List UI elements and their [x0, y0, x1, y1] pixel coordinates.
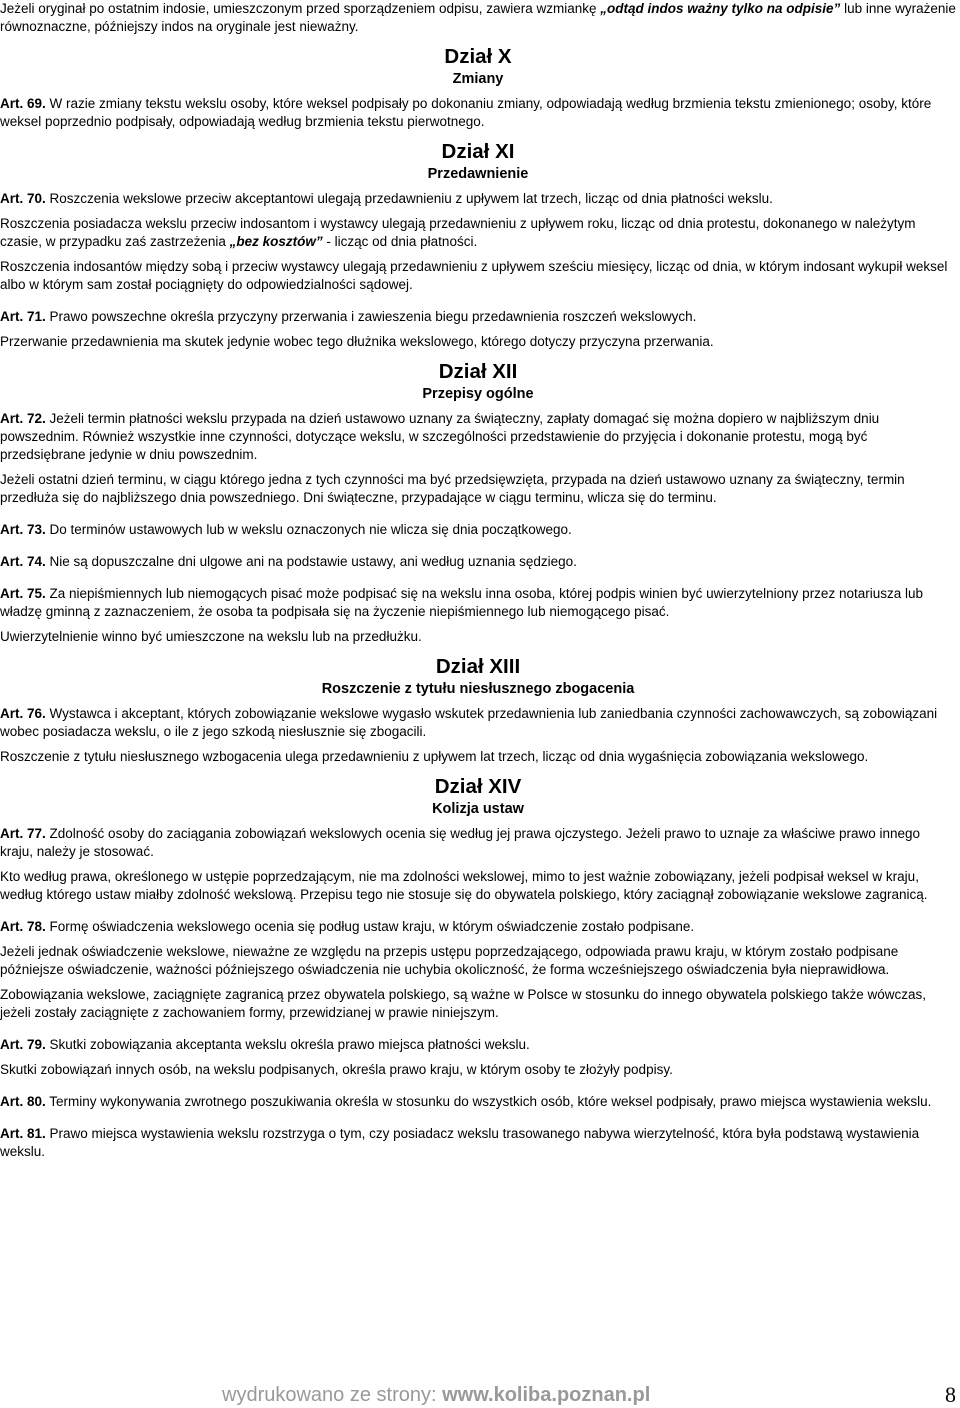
article-77	[0, 825, 956, 861]
section-x-heading	[0, 44, 956, 89]
article-71	[0, 308, 956, 326]
section-xiv-heading	[0, 774, 956, 819]
article-79	[0, 1036, 956, 1054]
intro-text-end: lub inne wyrażenie równoznaczne, późniejszy indos na oryginale jest nieważny.	[0, 1, 956, 34]
intro-quote: „odtąd indos ważny tylko na odpisie”	[600, 1, 841, 16]
article-text: Prawo powszechne określa przyczyny przerwania i zawieszenia biegu przedawnienia roszczeń wekslowych.	[45, 309, 697, 324]
section-subtitle: Zmiany	[452, 71, 504, 87]
article-text: W razie zmiany tekstu wekslu osoby, które weksel podpisały po dokonaniu zmiany, odpowiadają według brzmienia tekstu zmienionego; osoby, które weksel poprzednio podpisały, odpowiadają według brzmienia tekstu pierwotnego.	[0, 96, 932, 129]
article-71-paragraph-2: Przerwanie przedawnienia ma skutek jedynie wobec tego dłużnika wekslowego, którego dotyczy przyczyna przerwania.	[0, 334, 714, 349]
article-number: Art. 76.	[0, 706, 46, 721]
section-subtitle: Przepisy ogólne	[422, 386, 534, 402]
article-70	[0, 190, 956, 208]
article-text: Jeżeli termin płatności wekslu przypada na dzień ustawowo uznany za świąteczny, zapłaty domagać się można dopiero w najbliższym dniu powszednim. Również wszystkie inne czynności, dotyczące wekslu, w szczególności przedstawienie do przyjęcia i dokonanie protestu, mogą być przedsiębrane jedynie w dniu powszednim.	[0, 411, 880, 462]
article-78	[0, 918, 956, 936]
article-70-paragraph-2	[0, 215, 956, 251]
article-number: Art. 70.	[0, 191, 46, 206]
article-number: Art. 69.	[0, 96, 46, 111]
article-text: Zdolność osoby do zaciągania zobowiązań wekslowych ocenia się według jej prawa ojczystego. Jeżeli prawo to uznaje za właściwe prawo innego kraju, należy je stosować.	[0, 826, 921, 859]
article-72	[0, 410, 956, 464]
article-number: Art. 75.	[0, 586, 46, 601]
article-78-paragraph-2: Jeżeli jednak oświadczenie wekslowe, nieważne ze względu na przepis ustępu poprzedzającego, odpowiada prawu kraju, w którym zostało podpisane późniejsze oświadczenie, ważności późniejszego oświadczenia nie uchybia okoliczność, że forma wcześniejszego oświadczenia była nieprawidłowa.	[0, 944, 899, 977]
article-75-paragraph-2: Uwierzytelnienie winno być umieszczone na wekslu lub na przedłużku.	[0, 629, 422, 644]
section-title: Dział XI	[441, 140, 515, 163]
article-text: Wystawca i akceptant, których zobowiązanie wekslowe wygasło wskutek przedawnienia lub zaniedbania czynności zachowawczych, są zobowiązani wobec posiadacza wekslu, o ile z jego szkodą niesłusznie się zbogacili.	[0, 706, 938, 739]
article-81	[0, 1125, 956, 1161]
article-76-paragraph-2: Roszczenie z tytułu niesłusznego wzbogacenia ulega przedawnieniu z upływem lat trzech, licząc od dnia wygaśnięcia zobowiązania wekslowego.	[0, 749, 869, 764]
page-number: 8	[945, 1382, 956, 1407]
section-subtitle: Kolizja ustaw	[432, 801, 524, 817]
section-title: Dział XIV	[434, 775, 522, 798]
section-subtitle: Przedawnienie	[427, 166, 529, 182]
article-number: Art. 81.	[0, 1126, 46, 1141]
article-text: Formę oświadczenia wekslowego ocenia się podług ustaw kraju, w którym oświadczenie zostało podpisane.	[45, 919, 695, 934]
article-number: Art. 79.	[0, 1037, 46, 1052]
section-title: Dział XII	[438, 360, 518, 383]
article-number: Art. 77.	[0, 826, 46, 841]
section-xii-heading	[0, 359, 956, 404]
footer-prefix: wydrukowano ze strony:	[222, 1384, 443, 1406]
article-number: Art. 78.	[0, 919, 46, 934]
article-number: Art. 80.	[0, 1094, 46, 1109]
section-title: Dział X	[444, 45, 512, 68]
quote-text: „bez kosztów”	[229, 234, 323, 249]
article-80	[0, 1093, 956, 1111]
article-number: Art. 73.	[0, 522, 46, 537]
article-text: Nie są dopuszczalne dni ulgowe ani na podstawie ustawy, ani według uznania sędziego.	[45, 554, 577, 569]
section-subtitle: Roszczenie z tytułu niesłusznego zbogacenia	[321, 681, 635, 697]
article-73	[0, 521, 956, 539]
article-text: Skutki zobowiązania akceptanta wekslu określa prawo miejsca płatności wekslu.	[45, 1037, 530, 1052]
article-text: Terminy wykonywania zwrotnego poszukiwania określa w stosunku do wszystkich osób, które weksel podpisały, prawo miejsca wystawienia wekslu.	[45, 1094, 932, 1109]
article-number: Art. 74.	[0, 554, 46, 569]
article-75	[0, 585, 956, 621]
footer-site-link[interactable]: www.koliba.poznan.pl	[442, 1384, 651, 1406]
section-xiii-heading	[0, 654, 956, 699]
article-69	[0, 95, 956, 131]
page-footer	[0, 1380, 960, 1408]
article-77-paragraph-2: Kto według prawa, określonego w ustępie poprzedzającym, nie ma zdolności wekslowej, mimo to jest ważnie zobowiązany, jeżeli podpisał weksel w kraju, według którego ustaw miałby zdolność wekslową. Przepisu tego nie stosuje się do obywatela polskiego, który zaciągnął zobowiązanie wekslowe zagranicą.	[0, 869, 928, 902]
intro-paragraph	[0, 0, 956, 36]
article-78-paragraph-3: Zobowiązania wekslowe, zaciągnięte zagranicą przez obywatela polskiego, są ważne w Polsce w stosunku do innego obywatela polskiego także wówczas, jeżeli zostały zaciągnięte z zachowaniem formy, przewidzianej w prawie niniejszym.	[0, 987, 927, 1020]
article-79-paragraph-2: Skutki zobowiązań innych osób, na wekslu podpisanych, określa prawo kraju, w którym osoby te złożyły podpisy.	[0, 1062, 673, 1077]
article-number: Art. 71.	[0, 309, 46, 324]
paragraph-text: Roszczenia posiadacza wekslu przeciw indosantom i wystawcy ulegają przedawnieniu z upływem roku, licząc od dnia protestu, dokonanego w należytym czasie, w przypadku zaś zastrzeżenia	[0, 216, 916, 249]
article-74	[0, 553, 956, 571]
article-text: Za niepiśmiennych lub niemogących pisać może podpisać się na wekslu inna osoba, której podpis winien być uwierzytelniony przez notariusza lub władzę gminną z zaznaczeniem, że osoba ta podpisała się na życzenie niepiśmiennego lub niemogącego pisać.	[0, 586, 923, 619]
article-72-paragraph-2: Jeżeli ostatni dzień terminu, w ciągu którego jedna z tych czynności ma być przedsięwzięta, przypada na dzień ustawowo uznany za świąteczny, termin przedłuża się do najbliższego dnia powszedniego. Dni świąteczne, przypadające w ciągu terminu, wlicza się do terminu.	[0, 472, 905, 505]
section-title: Dział XIII	[435, 655, 521, 678]
intro-text: Jeżeli oryginał po ostatnim indosie, umieszczonym przed sporządzeniem odpisu, zawiera wzmiankę	[0, 1, 601, 16]
article-76	[0, 705, 956, 741]
article-text: Prawo miejsca wystawienia wekslu rozstrzyga o tym, czy posiadacz wekslu trasowanego nabywa wierzytelność, która była podstawą wystawienia wekslu.	[0, 1126, 920, 1159]
article-text: Roszczenia wekslowe przeciw akceptantowi ulegają przedawnieniu z upływem lat trzech, licząc od dnia płatności wekslu.	[45, 191, 773, 206]
article-text: Do terminów ustawowych lub w wekslu oznaczonych nie wlicza się dnia początkowego.	[45, 522, 572, 537]
footer-source	[222, 1384, 650, 1407]
article-number: Art. 72.	[0, 411, 46, 426]
paragraph-text-end: - licząc od dnia płatności.	[322, 234, 478, 249]
article-70-paragraph-3: Roszczenia indosantów między sobą i przeciw wystawcy ulegają przedawnieniu z upływem sześciu miesięcy, licząc od dnia, w którym indosant wykupił weksel albo w którym sam został pociągnięty do odpowiedzialności sądowej.	[0, 259, 948, 292]
section-xi-heading	[0, 139, 956, 184]
